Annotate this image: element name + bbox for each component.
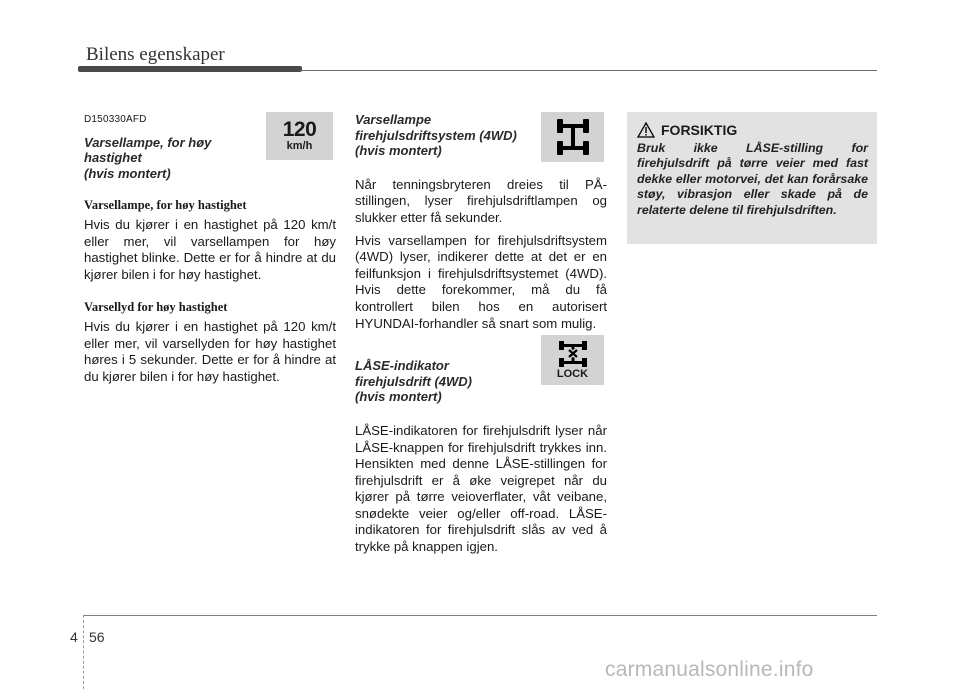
- 4wd-lock-heading: LÅSE-indikator firehjulsdrift (4WD) (hvis montert): [355, 358, 472, 405]
- speed-icon-unit: km/h: [286, 140, 313, 152]
- footer-rule: [84, 615, 877, 616]
- speed-light-subheading: Varsellampe, for høy hastighet: [84, 198, 247, 213]
- 4wd-drivetrain-icon-graphic: [551, 116, 595, 158]
- speed-warning-heading: Varsellampe, for høy hastighet (hvis montert): [84, 134, 212, 181]
- header-rule-thick: [78, 66, 302, 72]
- speed-light-paragraph: Hvis du kjører i en hastighet på 120 km/t eller mer, vil varsellampen for høy hastighet blinke. Dette er for å hindre at du kjører bilen i for høy hastighet.: [84, 216, 336, 282]
- middle-column: [355, 112, 607, 556]
- speed-sound-subheading: Varsellyd for høy hastighet: [84, 300, 228, 315]
- chapter-title: Bilens egenskaper: [86, 44, 225, 65]
- chapter-number: 4: [70, 629, 78, 645]
- warning-triangle-icon: [637, 122, 655, 138]
- speed-120-icon: [266, 112, 333, 160]
- header-rule-thin: [300, 70, 877, 71]
- 4wd-drivetrain-icon: [541, 112, 604, 162]
- lock-label: LOCK: [556, 368, 589, 380]
- caution-text: Bruk ikke LÅSE-stilling for firehjulsdrift på tørre veier med fast dekke eller motorvei, det kan forårsake støy, vibrasjon eller skade på de relaterte delene til firehjulsdriften.: [637, 141, 868, 217]
- section-code: D150330AFD: [84, 114, 147, 125]
- 4wd-lock-icon: [541, 335, 604, 385]
- footer-divider: [83, 615, 84, 689]
- caution-box: [627, 112, 877, 244]
- 4wd-warning-heading: Varsellampe firehjulsdriftsystem (4WD) (hvis montert): [355, 112, 517, 159]
- 4wd-paragraph-1: Når tenningsbryteren dreies til PÅ-stillingen, lyser firehjulsdriftlampen og slukker etter få sekunder.: [355, 176, 607, 225]
- page-number: 56: [89, 629, 105, 645]
- speed-sound-paragraph: Hvis du kjører i en hastighet på 120 km/t eller mer, vil varsellyden for høy hastighet høres i 5 sekunder. Dette er for å hindre at du kjører bilen i for høy hastighet.: [84, 318, 336, 384]
- watermark: carmanualsonline.info: [605, 658, 814, 681]
- speed-icon-value: 120: [282, 118, 317, 141]
- caution-title: FORSIKTIG: [661, 122, 738, 138]
- 4wd-lock-icon-graphic: [556, 340, 590, 368]
- 4wd-paragraph-2: Hvis varsellampen for firehjulsdriftsystem (4WD) lyser, indikerer dette at det er en feilfunksjon i firehjulsdriftsystemet (4WD). Hvis dette forekommer, må du få kontrollert bilen hos en autorisert HYUNDAI-forhandler så snart som mulig.: [355, 232, 607, 331]
- 4wd-lock-paragraph: LÅSE-indikatoren for firehjulsdrift lyser når LÅSE-knappen for firehjulsdrift trykkes inn. Hensikten med denne LÅSE-stillingen for firehjulsdrift er å øke veigrepet når du kjører på tørre veioverflater, våt veibane, snødekte veier og/eller off-road. LÅSE-indikatoren for firehjulsdrift slås av ved å trykke på knappen igjen.: [355, 422, 607, 555]
